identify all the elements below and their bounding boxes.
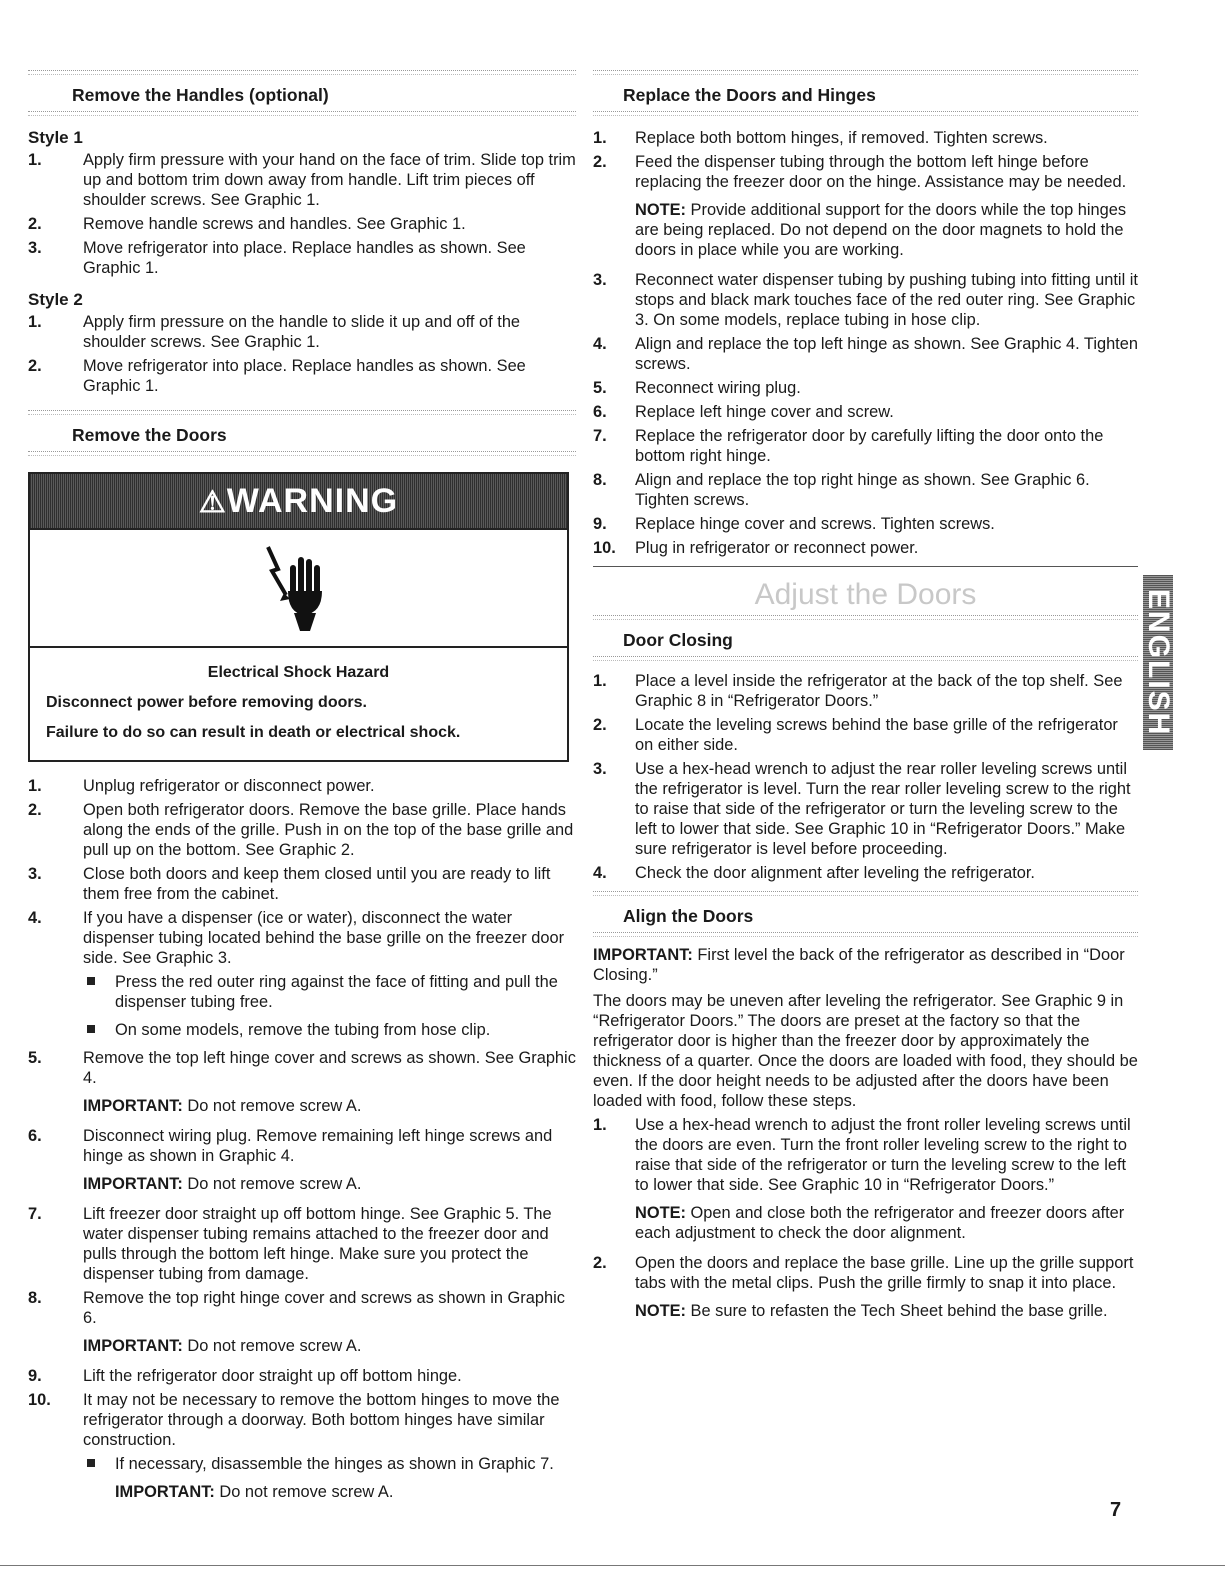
list-item: 3. Use a hex-head wrench to adjust the rear roller leveling screws until the refrigerator is level. Turn the rear roller leveling screw to the right to raise that side of the refrigerator or turn the leveling screw to the left to lower that side. See Graphic 10 in “Refrigerator Doors.” Make sure refrigerator is level before proceeding.	[593, 760, 1131, 858]
list-item: 3. Move refrigerator into place. Replace handles as shown. See Graphic 1.	[28, 239, 526, 277]
square-bullet-icon	[87, 977, 95, 985]
align-paragraph: The doors may be uneven after leveling the refrigerator. See Graphic 9 in “Refrigerator Doors.” The doors are preset at the factory so that the refrigerator door is higher than the freezer door by approximately the thickness of a quarter. Once the doors are loaded with food, they should be even. If the door height needs to be adjusted after the doors have been loaded with food, follow these steps.	[593, 992, 1138, 1110]
list-item: 7. Replace the refrigerator door by carefully lifting the door onto the bottom right hinge.	[593, 427, 1104, 465]
sub-bullet: Press the red outer ring against the face of fitting and pull the dispenser tubing free.	[83, 972, 576, 1012]
section-heading-closing: Door Closing	[623, 630, 733, 650]
important-note: IMPORTANT: Do not remove screw A.	[83, 1175, 362, 1193]
list-item: 4. Align and replace the top left hinge as shown. See Graphic 4. Tighten screws.	[593, 335, 1138, 373]
style2-steps	[28, 312, 576, 396]
list-item: 6. Replace left hinge cover and screw.	[593, 403, 894, 421]
warning-title: ⚠WARNING	[30, 474, 567, 528]
warning-line2: Failure to do so can result in death or electrical shock.	[46, 724, 461, 741]
note: NOTE: Open and close both the refrigerator and freezer doors after each adjustment to check the door alignment.	[635, 1204, 1125, 1242]
list-item: 10. It may not be necessary to remove the bottom hinges to move the refrigerator through a doorway. Both bottom hinges have similar construction. If necessary, disassemble the hinges as shown in Graphic 7. IMPORTANT: Do not remove screw A.	[28, 1390, 576, 1502]
closing-steps	[593, 671, 1138, 883]
list-item: 1. Replace both bottom hinges, if removed. Tighten screws.	[593, 129, 1048, 147]
section-heading-replace: Replace the Doors and Hinges	[623, 85, 876, 105]
list-item: 1. Apply firm pressure with your hand on the face of trim. Slide top trim up and bottom trim down away from handle. Lift trim pieces off shoulder screws. See Graphic 1.	[28, 151, 576, 209]
style1-heading: Style 1	[28, 128, 83, 147]
square-bullet-icon	[87, 1459, 95, 1467]
list-item: 7. Lift freezer door straight up off bottom hinge. See Graphic 5. The water dispenser tubing remains attached to the freezer door and pulls through the bottom left hinge. Make sure you protect the dispenser tubing from damage.	[28, 1205, 552, 1283]
dotted-rule	[28, 111, 576, 116]
important-note: IMPORTANT: Do not remove screw A.	[115, 1483, 394, 1501]
align-important: IMPORTANT: First level the back of the refrigerator as described in “Door Closing.”	[593, 946, 1125, 984]
style1-steps	[28, 150, 576, 278]
list-item: 5. Remove the top left hinge cover and screws as shown. See Graphic 4. IMPORTANT: Do not remove screw A.	[28, 1049, 576, 1115]
list-item: 10. Plug in refrigerator or reconnect power.	[593, 539, 919, 557]
list-item: 4. Check the door alignment after leveling the refrigerator.	[593, 864, 1035, 882]
align-steps	[593, 1115, 1138, 1321]
dotted-rule	[593, 656, 1138, 661]
list-item: 9. Lift the refrigerator door straight up off bottom hinge.	[28, 1367, 462, 1385]
shock-hazard-area	[30, 528, 567, 648]
replace-steps	[593, 128, 1138, 558]
left-column	[28, 70, 576, 1512]
list-item: 8. Remove the top right hinge cover and screws as shown in Graphic 6. IMPORTANT: Do not remove screw A.	[28, 1288, 576, 1356]
sub-bullet: If necessary, disassemble the hinges as shown in Graphic 7. IMPORTANT: Do not remove screw A.	[83, 1454, 576, 1502]
right-column	[593, 70, 1138, 1331]
warning-line1: Disconnect power before removing doors.	[46, 694, 367, 711]
list-item: 1. Use a hex-head wrench to adjust the front roller leveling screws until the doors are even. Turn the front roller leveling screw to the right to raise that side of the refrigerator or turn the leveling screw to the left to lower that side. See Graphic 10 in “Refrigerator Doors.” NOTE: Open and close both the refrigerator and freezer doors after each adjustment to check the door alignment.	[593, 1115, 1138, 1243]
list-item: 1. Apply firm pressure on the handle to slide it up and off of the shoulder screws. See Graphic 1.	[28, 313, 521, 351]
electrical-shock-hand-icon	[264, 543, 334, 633]
style2-heading: Style 2	[28, 290, 83, 309]
sub-bullet: On some models, remove the tubing from hose clip.	[83, 1020, 576, 1040]
important-note: IMPORTANT: Do not remove screw A.	[83, 1337, 362, 1355]
list-item: 2. Locate the leveling screws behind the base grille of the refrigerator on either side.	[593, 716, 1118, 754]
square-bullet-icon	[87, 1025, 95, 1033]
list-item: 3. Close both doors and keep them closed until you are ready to lift them free from the cabinet.	[28, 865, 551, 903]
section-heading-align: Align the Doors	[623, 906, 754, 926]
language-side-tab: ENGLISH	[1143, 575, 1173, 750]
page-number: 7	[1110, 1499, 1122, 1521]
list-item: 2. Feed the dispenser tubing through the bottom left hinge before replacing the freezer door on the hinge. Assistance may be needed. NOTE: Provide additional support for the doors while the top hinges are being replaced. Do not depend on the door magnets to hold the doors in place while you are working.	[593, 152, 1138, 260]
important-note: IMPORTANT: Do not remove screw A.	[83, 1097, 362, 1115]
list-item: 2. Remove handle screws and handles. See Graphic 1.	[28, 215, 466, 233]
dotted-rule	[593, 932, 1138, 937]
note: NOTE: Be sure to refasten the Tech Sheet behind the base grille.	[635, 1302, 1108, 1320]
list-item: 1. Unplug refrigerator or disconnect power.	[28, 777, 375, 795]
dotted-rule	[28, 451, 576, 456]
list-item: 3. Reconnect water dispenser tubing by pushing tubing into fitting until it stops and black mark touches face of the red outer ring. See Graphic 3. On some models, replace tubing in hose clip.	[593, 271, 1138, 329]
warning-box	[28, 472, 569, 762]
remove-doors-steps	[28, 776, 576, 1502]
list-item: 5. Reconnect wiring plug.	[593, 379, 801, 397]
list-item: 9. Replace hinge cover and screws. Tighten screws.	[593, 515, 995, 533]
adjust-doors-heading: Adjust the Doors	[754, 578, 977, 611]
warning-text	[30, 648, 567, 760]
list-item: 2. Open the doors and replace the base grille. Line up the grille support tabs with the metal clips. Push the grille firmly to snap it into place. NOTE: Be sure to refasten the Tech Sheet behind the base grille.	[593, 1253, 1138, 1321]
list-item: 6. Disconnect wiring plug. Remove remaining left hinge screws and hinge as shown in Graphic 4. IMPORTANT: Do not remove screw A.	[28, 1126, 576, 1194]
list-item: 2. Open both refrigerator doors. Remove the base grille. Place hands along the ends of the grille. Push in on the top of the base grille and pull up on the bottom. See Graphic 2.	[28, 801, 574, 859]
section-heading-handles: Remove the Handles (optional)	[72, 85, 329, 105]
warning-hazard: Electrical Shock Hazard	[207, 664, 390, 681]
list-item: 2. Move refrigerator into place. Replace handles as shown. See Graphic 1.	[28, 357, 526, 395]
warning-triangle-icon: ⚠	[198, 486, 227, 519]
dotted-rule	[593, 111, 1138, 116]
list-item: 4. If you have a dispenser (ice or water), disconnect the water dispenser tubing located behind the base grille on the freezer door side. See Graphic 3. Press the red outer ring against the face of fitting and pull the dispenser tubing free. On some models, remove the tubing from hose clip.	[28, 908, 576, 1040]
section-heading-doors: Remove the Doors	[72, 425, 227, 445]
note: NOTE: Provide additional support for the doors while the top hinges are being replaced. Do not depend on the door magnets to hold the doors in place while you are working.	[635, 201, 1127, 259]
bottom-rule	[0, 1565, 1225, 1566]
list-item: 1. Place a level inside the refrigerator at the back of the top shelf. See Graphic 8 in “Refrigerator Doors.”	[593, 672, 1123, 710]
list-item: 8. Align and replace the top right hinge as shown. See Graphic 6. Tighten screws.	[593, 471, 1090, 509]
